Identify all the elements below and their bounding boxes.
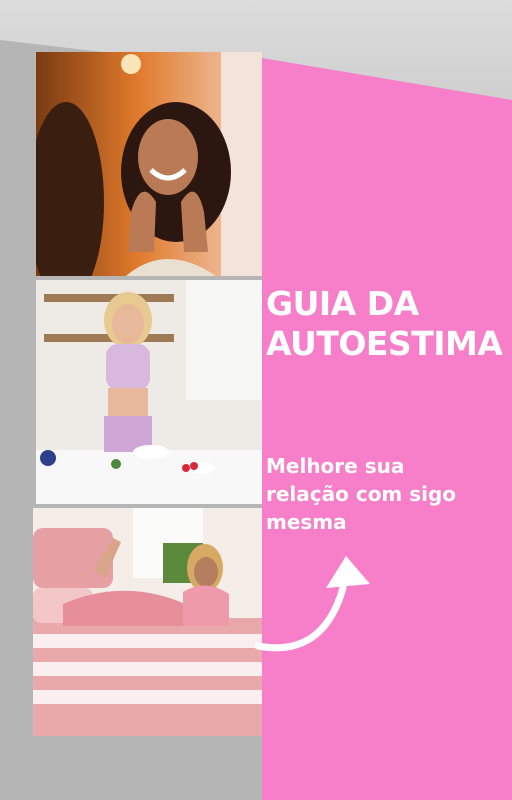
subtitle-line-3: mesma: [266, 510, 347, 534]
photo-woman-kitchen: [36, 280, 262, 504]
cover-title: [266, 284, 510, 364]
subtitle-line-1: Melhore sua: [266, 454, 405, 478]
curved-arrow-up-icon: [248, 548, 378, 658]
cover-subtitle: [266, 452, 506, 536]
photo-woman-bed: [33, 508, 262, 736]
title-line-1: GUIA DA: [266, 284, 419, 323]
title-line-2: AUTOESTIMA: [266, 324, 503, 363]
subtitle-line-2: relação com sigo: [266, 482, 457, 506]
pink-background: [262, 58, 512, 800]
photo-woman-mirror: [36, 52, 262, 276]
